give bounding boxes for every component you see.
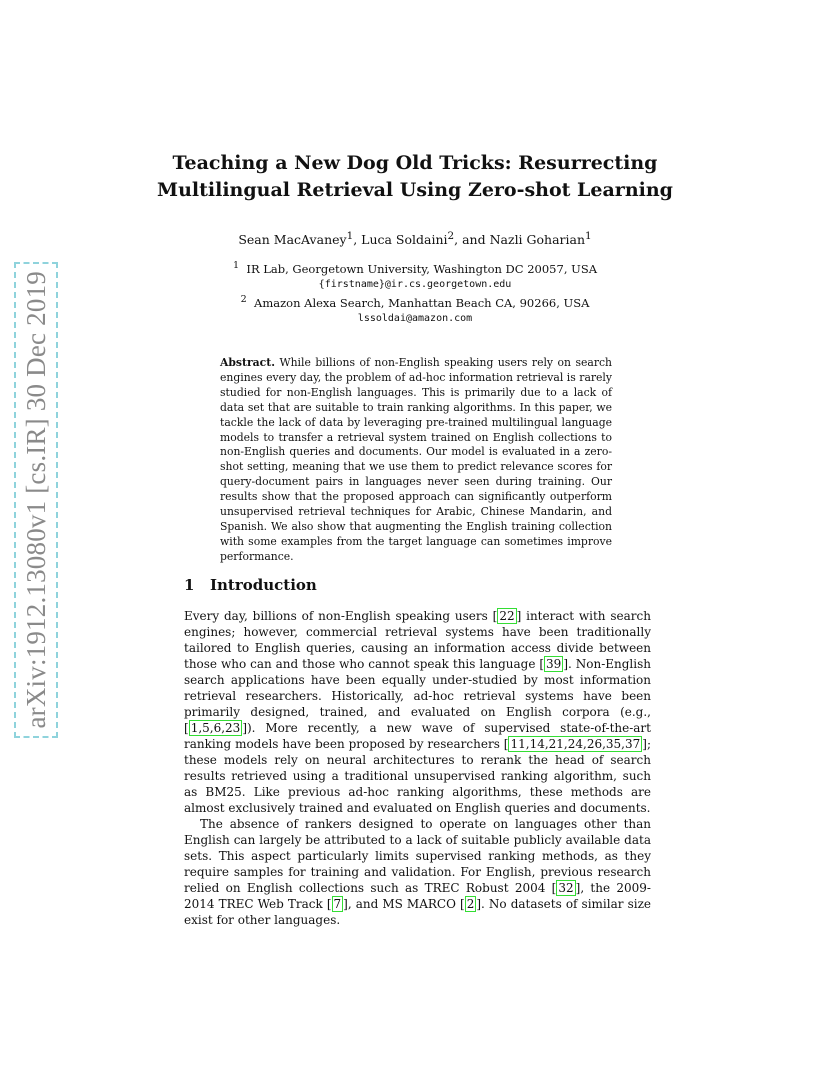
p1-text-4: ). More recently, a new wave of supervised state-of-the-art ranking models have been proposed by researchers	[184, 721, 651, 751]
citation-39[interactable]: 39	[546, 657, 562, 671]
author-1: Sean MacAvaney	[238, 232, 347, 248]
p2-text-3: , and MS MARCO	[347, 897, 461, 911]
citation-link[interactable]: [ 22 ]	[492, 609, 522, 623]
citation-group-1[interactable]: 1,5,6,23	[190, 721, 241, 735]
affil-1-text: IR Lab, Georgetown University, Washington DC 20057, USA	[246, 261, 597, 276]
abstract-text: While billions of non-English speaking users rely on search engines every day, the problem of ad-hoc information retrieval is rarely studied for non-English languages. This is primarily due to a lack of data set that are suitable to train ranking algorithms. In this paper, we tackle the lack of data by leveraging pre-trained multilingual language models to transfer a retrieval system trained on English collections to non-English queries and documents. Our model is evaluated in a zero-shot setting, meaning that we use them to predict relevance scores for query-document pairs in languages never seen during training. Our results show that the proposed approach can significantly outperform unsupervised retrieval techniques for Arabic, Chinese Mandarin, and Spanish. We also show that augmenting the English training collection with some examples from the target language can sometimes improve performance.	[220, 356, 612, 563]
p1-text-2: interact with search engines; however, commercial retrieval systems have been traditionally tailored to English queries, causing an information access divide between those who can and those who cannot speak this language	[184, 609, 651, 671]
arxiv-identifier-text: arXiv:1912.13080v1 [cs.IR] 30 Dec 2019	[20, 271, 51, 729]
p2-text-2: , the 2009-2014 TREC Web Track	[184, 881, 651, 911]
author-list: Sean MacAvaney$^1$, Luca Soldaini$^2$, and Nazli Goharian$^1$	[238, 230, 592, 248]
author-1-affil: 1	[346, 230, 354, 242]
section-heading-introduction	[184, 576, 317, 594]
arxiv-identifier-stamp	[14, 262, 58, 738]
citation-2[interactable]: 2	[466, 897, 475, 911]
citation-32[interactable]: 32	[558, 881, 574, 895]
paper-title	[150, 150, 680, 204]
section-title: Introduction	[210, 576, 317, 594]
affil-2-text: Amazon Alexa Search, Manhattan Beach CA, 90266, USA	[254, 296, 590, 311]
author-2-affil: 2	[447, 230, 455, 242]
citation-link[interactable]: [ 11,14,21,24,26,35,37 ]	[503, 737, 647, 751]
citation-link[interactable]: [ 7 ]	[326, 897, 348, 911]
citation-group-2[interactable]: 11,14,21,24,26,35,37	[510, 737, 641, 751]
paragraph-2	[184, 816, 651, 928]
abstract-label: Abstract.	[220, 356, 275, 369]
title-line-1: Teaching a New Dog Old Tricks: Resurrecting	[172, 152, 658, 174]
affil-2-email: lssoldai@amazon.com	[357, 313, 473, 325]
introduction-body	[184, 608, 651, 928]
p2-text-4: . No datasets of similar size exist for other languages.	[184, 897, 651, 927]
author-2: Luca Soldaini	[361, 232, 448, 248]
citation-22[interactable]: 22	[499, 609, 515, 623]
abstract	[220, 356, 612, 565]
section-number: 1	[184, 576, 195, 594]
citation-link[interactable]: [ 1,5,6,23 ]	[184, 721, 247, 735]
citation-link[interactable]: [ 2 ]	[460, 897, 482, 911]
affil-1-email: {firstname}@ir.cs.georgetown.edu	[318, 279, 512, 291]
citation-link[interactable]: [ 32 ]	[551, 881, 581, 895]
p1-text-1: Every day, billions of non-English speaking users	[184, 609, 493, 623]
author-3-affil: 1	[585, 230, 592, 242]
p1-text-5: ; these models rely on neural architectures to rerank the head of search results retrieved using a traditional unsupervised ranking algorithm, such as BM25. Like previous ad-hoc ranking algorithms, these methods are almost exclusively trained and evaluated on English queries and documents.	[184, 737, 651, 815]
citation-link[interactable]: [ 39 ]	[539, 657, 569, 671]
paragraph-1	[184, 608, 651, 816]
affil-1-marker: 1	[232, 260, 240, 271]
p1-text-3: . Non-English search applications have been equally under-studied by most information retrieval researchers. Historically, ad-hoc retrieval systems have been primarily designed, trained, and evaluated on English corpora (e.g.,	[184, 657, 651, 719]
affil-2-marker: 2	[240, 294, 247, 306]
affiliations	[150, 258, 680, 326]
citation-7[interactable]: 7	[333, 897, 342, 911]
author-3: and Nazli Goharian	[462, 232, 586, 248]
p2-text-1: The absence of rankers designed to operate on languages other than English can largely be attributed to a lack of suitable publicly available data sets. This aspect particularly limits supervised ranking methods, as they require samples for training and validation. For English, previous research relied on English collections such as TREC Robust 2004	[184, 817, 651, 895]
title-line-2: Multilingual Retrieval Using Zero-shot Learning	[157, 179, 673, 201]
